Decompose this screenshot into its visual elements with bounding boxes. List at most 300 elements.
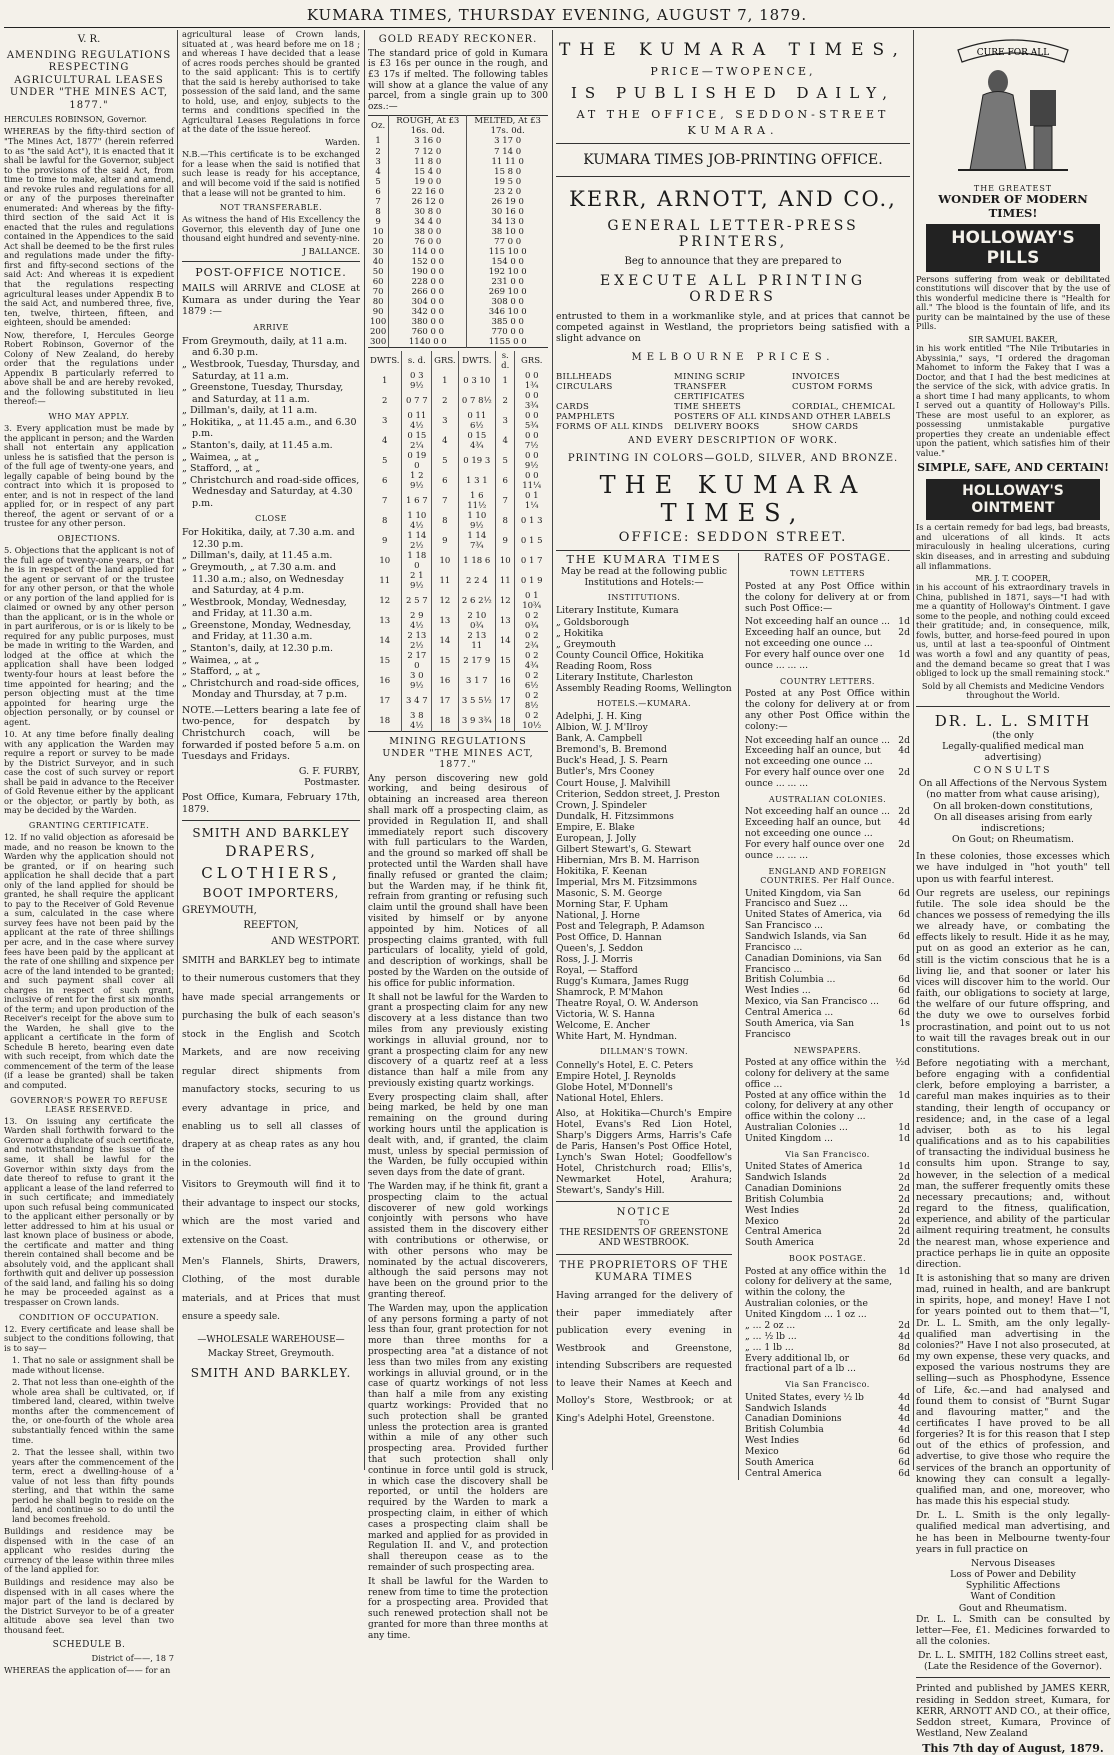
section-heading: MINING REGULATIONS UNDER "THE MINES ACT, 1877." — [382, 736, 534, 771]
column-rule — [552, 30, 553, 1470]
table-cell: 3 9 3¾ — [458, 711, 495, 732]
rate-row — [745, 1393, 910, 1404]
rate-value: 6d — [898, 996, 910, 1008]
table-cell: 70 — [368, 287, 389, 297]
table-cell: 5 — [368, 177, 389, 187]
paragraph: May be read at the following public Institutions and Hotels:— — [561, 565, 727, 588]
printing-item: AND OTHER LABELS — [792, 412, 891, 423]
rate-label: West Indies ... — [745, 985, 811, 997]
table-cell: 1 — [432, 371, 458, 391]
table-cell: 3 4 7 — [402, 691, 432, 711]
printing-item: TRANSFER CERTIFICATES — [674, 382, 745, 403]
table-cell: 192 10 0 — [488, 266, 527, 277]
every-description: AND EVERY DESCRIPTION OF WORK. — [628, 436, 838, 447]
hotel-item: National, J. Horne — [556, 909, 640, 921]
hotel-item: Welcome, E. Ancher — [556, 1020, 650, 1032]
rate-row — [745, 1332, 910, 1343]
table-cell: 16 — [368, 671, 402, 691]
table-cell: 0 15 4¾ — [458, 431, 495, 451]
table-cell: 0 11 6½ — [458, 411, 495, 431]
table-cell: 18 — [368, 711, 402, 732]
paragraph: 2. That the lessee shall, within two years after the commencement of the term, erect a dwelling-house of a value of not less than fifty pounds sterling, and that within the same period he shall begin to reside on the land, and continue so to do until the land becomes freehold. — [12, 1447, 174, 1524]
rate-value: 6d — [898, 974, 910, 986]
paragraph: In these colonies, those excesses which we have indulged in "hot youth" tell upon us with fearful interest. — [916, 851, 1110, 885]
table-cell: 60 — [368, 277, 389, 287]
table-row — [368, 571, 548, 591]
section-heading: HOTELS.—KUMARA. — [596, 698, 691, 708]
rate-label: Not exceeding half an ounce ... — [745, 616, 890, 628]
table-row — [368, 327, 548, 337]
rate-value: 1d — [898, 616, 910, 628]
rate-row — [745, 889, 910, 911]
pills-banner: HOLLOWAY'S PILLS — [926, 224, 1100, 272]
rate-value: 4d — [898, 745, 910, 757]
ad-title: SMITH AND BARKLEY — [192, 826, 350, 841]
paragraph: 12. If no valid objection as aforesaid be made, and no reason be known to the Warden why the application should not be granted, or if on hearing such application he shall decide that a part only of the land applied for should be granted, he shall require the applicant to pay to the Receiver of Gold Revenue a sum, calculated in the case where survey fees have not been paid by the applicant at the rate of three shillings per acre, and in the case where survey fees have been paid by the applicant at the rate of one shilling and sixpence per acre of the land intended to be granted; and such payment shall cover all charges in respect of such grant, inclusive of rent for the first six months of the term; and upon production of the Receiver's receipt for the above sum to the Warden, he shall give to the applicant a certificate in the form of Schedule B hereto, bearing even date with such receipt, from which date the commencement of the term of the lease (if a lease be granted) shall be taken and computed. — [4, 832, 174, 1090]
institution-item: Literary Institute, Charleston — [556, 671, 694, 683]
table-cell: 2 10 0¾ — [458, 611, 495, 631]
table-cell: 80 — [368, 297, 389, 307]
rate-row — [745, 840, 910, 862]
table-cell: 0 0 7½ — [524, 430, 539, 451]
section-heading: CONDITION OF OCCUPATION. — [18, 1312, 160, 1322]
rate-value: 2d — [898, 1172, 910, 1184]
table-cell: 7 — [432, 491, 458, 511]
table-cell: 5 — [368, 451, 402, 471]
rate-value: 6d — [898, 909, 910, 921]
rate-label: Central America — [745, 1226, 822, 1238]
rate-value: 4d — [898, 1391, 910, 1403]
paragraph: Our regrets are useless, our repinings futile. The sole idea should be the chances we possess of remedying the ills we already have, or combating the effects likely to result. Hide it as he may, put on as good an exterior as he can, still is the victim conscious that he is a living lie, and that sooner or later his vices will discover him to the world. Our faith, our obligations to society at large, the welfare of our future offspring, and the duty we owe to ourselves forbid procrastination, and point out to us not to wait till the ravages break out in our constitutions. — [916, 887, 1110, 1055]
table-cell: 0 2 4¾ — [524, 651, 539, 672]
rate-label: Central America ... — [745, 1006, 834, 1018]
table-cell: 269 10 0 — [488, 286, 527, 297]
table-cell: 11 8 0 — [389, 157, 467, 167]
paragraph: 10. At any time before finally dealing with any application the Warden may require a report or survey to be made by the District Surveyor, and in such case the cost of such survey or report shall be paid in advance to the Receiver of Gold Revenue either by the applicant or the objector, or partly by both, as may be decided by the Warden. — [4, 729, 174, 816]
table-row — [368, 511, 548, 531]
table-cell: 9 — [368, 217, 389, 227]
table-cell: 15 4 0 — [389, 167, 467, 177]
governor-line: HERCULES ROBINSON, Governor. — [4, 115, 147, 125]
table-row — [368, 217, 548, 227]
affection-item: On all broken-down constitutions, — [933, 800, 1093, 812]
rate-row — [745, 1134, 910, 1145]
table-row — [368, 237, 548, 247]
table-cell: 0 15 2¼ — [402, 431, 432, 451]
table-cell: 300 — [368, 337, 389, 348]
table-row — [368, 551, 548, 571]
rate-row — [745, 1058, 910, 1091]
paragraph: Dr. L. L. SMITH, 182 Collins street east, (Late the Residence of the Governor). — [918, 1650, 1108, 1673]
paragraph: N.B.—This certificate is to be exchanged for a lease when the said is notified that such lease is ready for his acceptance, and will become void if the said is notified that a lease will not be granted to him. — [182, 149, 360, 198]
section-heading: DILLMAN'S TOWN. — [599, 1047, 689, 1057]
reading-locations — [556, 553, 732, 1480]
table-cell: 0 2 10½ — [522, 711, 542, 732]
rate-label: Mexico — [745, 1445, 779, 1457]
section-heading: AUSTRALIAN COLONIES. — [768, 794, 887, 804]
hotel-item: Post Office, D. Hannan — [556, 931, 662, 943]
price-line: PRICE—TWOPENCE, — [650, 65, 816, 79]
rate-value: 4d — [898, 1402, 910, 1414]
table-cell: 7 14 0 — [494, 146, 522, 157]
mail-close-item: „ Westbrook, Monday, Wednesday, and Friday, at 11.30 a.m. — [182, 596, 347, 620]
rate-row — [745, 650, 910, 672]
table-cell: 13 — [496, 611, 515, 631]
table-cell: 8 — [432, 511, 458, 531]
column-rule — [177, 30, 178, 1470]
figure-pedestal — [1034, 126, 1052, 170]
table-header: DWTS. — [458, 351, 495, 371]
paragraph: Having arranged for the delivery of their paper immediately after publication every evening in Westbrook and Greenstone, intending Subscribers are requested to leave their Names at Keech and Molloy's Store, Westbrook; or at King's Adelphi Hotel, Greenstone. — [556, 1290, 732, 1424]
rate-value: 4d — [898, 1424, 910, 1436]
table-cell: 1140 0 0 — [389, 337, 467, 348]
doctor-name: DR. L. L. SMITH — [934, 711, 1092, 730]
table-cell: 1 6 11½ — [458, 491, 495, 511]
printing-item: POSTERS OF ALL KINDS — [674, 412, 791, 423]
table-row — [368, 371, 548, 391]
table-cell: 0 0 9½ — [524, 450, 539, 471]
table-cell: 760 0 0 — [389, 327, 467, 337]
rate-label: British Columbia — [745, 1193, 824, 1205]
rate-value: 6d — [898, 1467, 910, 1479]
table-cell: 2 17 0 — [402, 651, 432, 671]
table-cell: 13 — [368, 611, 402, 631]
paragraph: It shall not be lawful for the Warden to grant a prospecting claim for any new discovery at a less distance than two miles from any previously existing workings in alluvial ground, nor to grant a prospecting claim for any new discovery of a quartz reef at a less distance than half a mile from any previously existing quartz workings. — [368, 992, 548, 1089]
rate-label: West Indies — [745, 1204, 799, 1216]
ad-line: GREYMOUTH, — [182, 904, 257, 916]
table-cell: 1 10 4½ — [402, 511, 432, 531]
rate-value: 2d — [898, 806, 910, 818]
table-cell: 1 10 9½ — [458, 511, 495, 531]
mail-arrive-item: From Greymouth, daily, at 11 a.m. and 6.30 p.m. — [182, 335, 348, 359]
table-cell: 190 0 0 — [389, 267, 467, 277]
table-cell: 0 1 5 — [520, 536, 543, 547]
rate-row — [745, 1267, 910, 1321]
table-header: ROUGH, At £3 16s. 0d. — [389, 116, 467, 137]
rate-label: United Kingdom ... — [745, 1133, 833, 1145]
table-row — [368, 177, 548, 187]
table-cell: 3 17 0 — [494, 136, 522, 147]
paragraph: 2. That not less than one-eighth of the whole area shall be cultivated, or, if timbered land, cleared, within twelve months after the commencement of the, or one-fourth of the whole area substantially fenced within the same time. — [12, 1377, 174, 1445]
rate-label: Not exceeding half an ounce ... — [745, 734, 890, 746]
table-row — [368, 317, 548, 327]
rate-label: Sandwich Islands — [745, 1402, 827, 1414]
doctor-note: (the only — [992, 729, 1034, 741]
rate-value: 6d — [898, 887, 910, 899]
printing-item: CORDIAL, CHEMICAL — [792, 402, 895, 413]
printing-item: CARDS — [556, 402, 590, 413]
hotel-item: Ross, J. J. Morris — [556, 954, 633, 966]
rate-row — [745, 1091, 910, 1124]
hotel-item: Royal, — Stafford — [556, 965, 638, 977]
rate-row — [745, 910, 910, 932]
figure-head — [988, 70, 1008, 94]
rate-label: Canadian Dominions — [745, 1183, 842, 1195]
section-heading: COUNTRY LETTERS. — [780, 676, 875, 686]
rate-label: West Indies — [745, 1435, 799, 1447]
wonder-line: WONDER OF MODERN TIMES! — [938, 192, 1088, 220]
table-cell: 0 1 3 — [520, 516, 543, 527]
rate-value: 2d — [898, 1226, 910, 1238]
table-cell: 18 — [432, 711, 458, 732]
notice-residents: THE RESIDENTS OF GREENSTONE AND WESTBROOK. — [559, 1227, 729, 1249]
affection-item: On Gout; on Rheumatism. — [951, 834, 1075, 846]
table-cell: 38 0 0 — [389, 227, 467, 237]
paragraph: Dr. L. L. Smith can be consulted by letter—Fee, £1. Medicines forwarded to all the colonies. — [916, 1613, 1110, 1647]
table-cell: 8 — [496, 511, 515, 531]
table-cell: 380 0 0 — [389, 317, 467, 327]
paragraph: 5. Objections that the applicant is not of the full age of twenty-one years, or that he is in respect of the land applied for the agent or servant of or the trustee for any other person, or that the whole or any portion of the land applied for is claimed or owned by any other person than the applicant, or is in the whole or in part auriferous, or is or is likely to be required for any public purposes, must be made in writing to the Warden, and lodged at the office at which the application shall have been lodged twenty-four hours at least before the time appointed for hearing; and the person objecting must at the time appointed for hearing urge the objection personally, or by counsel or agent. — [4, 545, 174, 727]
table-cell: 228 0 0 — [389, 277, 467, 287]
paragraph: Before negotiating with a merchant, before engaging with a confidential clerk, before employing a barrister, a careful man makes inquiries as to their standing, their length of occupancy or residence; and, in the case of a legal adviser, both as to his legal qualifications and as to his capabilities of transacting the individual business he consults him upon. Strange to say, however, in the selection of a medical man, the sufferer frequently omits these necessary precautions; and, without regard to the fitness, qualification, experience, and ability of the particular ailment requiring treatment, he consults the nearest man, whose experience and practice perhaps lie in quite an opposite direction. — [916, 1058, 1110, 1270]
rate-label: United Kingdom, via San Francisco and Suez ... — [745, 887, 862, 910]
table-cell: 100 — [368, 317, 389, 327]
hotel-item: Empire, E. Blake — [556, 821, 635, 833]
paragraph: As witness the hand of His Excellency the Governor, this eleventh day of June one thousand eight hundred and seventy-nine. — [182, 214, 360, 244]
table-cell: 231 0 0 — [491, 276, 524, 287]
execute-line: EXECUTE ALL PRINTING ORDERS — [599, 272, 867, 306]
hotel-item: Queen's, J. Seddon — [556, 942, 644, 954]
rate-value: 1d — [898, 1161, 910, 1173]
mail-arrive-item: „ Westbrook, Tuesday, Thursday, and Saturday, at 11 a.m. — [182, 358, 360, 382]
ad-line: BOOT IMPORTERS, — [202, 886, 340, 901]
mail-close-item: „ Greymouth, „ at 7.30 a.m. and 11.30 a.m.; also, on Wednesday and Saturday, at 4 p.m. — [182, 561, 344, 597]
table-cell: 23 2 0 — [494, 186, 522, 197]
rate-label: Exceeding half an ounce, but not exceeding one ounce ... — [745, 627, 881, 650]
table-row — [368, 147, 548, 157]
rate-row — [745, 1206, 910, 1217]
paragraph: 13. On issuing any certificate the Warden shall forthwith forward to the Governor a duplicate of such certificate, and notwithstanding the issue of the same, it shall be lawful for the Governor within sixty days from the date thereof to refuse to grant it the applicant a lease of the land referred to in such certificate; and immediately upon such refusal being communicated to the applicant either personally or by letter addressed to him at his usual or last known place of business or abode, the certificate and matter and thing therein contained shall become and be absolutely void, and the applicant shall forthwith quit and deliver up possession of the said land, and failing his so doing he may be proceeded against as a trespasser on Crown lands. — [4, 1115, 174, 1307]
table-cell: 0 0 3¾ — [524, 390, 539, 411]
printing-item: FORMS OF ALL KINDS — [556, 422, 664, 433]
rate-row — [745, 1343, 910, 1354]
table-cell: 152 0 0 — [389, 257, 467, 267]
table-cell: 16 — [432, 671, 458, 691]
column-kumara-times — [556, 30, 910, 1479]
table-row — [368, 711, 548, 732]
hotel-item: Post and Telegraph, P. Adamson — [556, 920, 705, 932]
rate-label: Exceeding half an ounce, but not exceeding one ounce ... — [745, 817, 881, 840]
section-heading: RATES OF POSTAGE. — [763, 552, 892, 564]
table-cell: 4 — [368, 167, 389, 177]
dillman-hotel-item: Globe Hotel, M'Donnell's — [556, 1081, 673, 1093]
section-heading: GOVERNOR'S POWER TO REFUSE LEASE RESERVED. — [10, 1095, 168, 1114]
section-heading: THE KUMARA TIMES — [566, 552, 722, 566]
table-cell: 15 — [496, 651, 515, 671]
rate-value: 1d — [898, 1265, 910, 1277]
rate-row — [745, 1469, 910, 1480]
rate-value: 6d — [898, 1445, 910, 1457]
table-cell: 1 — [496, 371, 515, 391]
ad-line: CLOTHIERS, — [201, 863, 341, 882]
column-rule — [913, 30, 914, 1470]
hotel-item: Shamrock, P. M'Mahon — [556, 987, 664, 999]
rate-label: British Columbia ... — [745, 974, 836, 986]
table-cell: 34 13 0 — [491, 216, 524, 227]
paragraph: SMITH and BARKLEY beg to intimate to their numerous customers that they have made special arrangements or purchasing the bulk of each season's stock in the English and Scotch Markets, and are now receiving regular direct shipments from manufactory stocks, securing to us every advantage in price, and enabling us to sell all classes of drapery at as cheap rates as any hou in the colonies. — [182, 956, 360, 1169]
paper-title: THE KUMARA TIMES, — [559, 40, 907, 60]
table-row — [368, 287, 548, 297]
paper-title-large: THE KUMARA TIMES, — [599, 470, 867, 527]
table-cell: 18 — [496, 711, 515, 732]
paragraph: The standard price of gold in Kumara is £3 16s per ounce in the rough, and £3 17s if melted. The following tables will show at a glance the value of any parcel, from a single grain up to 300 ozs.:— — [368, 48, 548, 112]
table-row — [368, 257, 548, 267]
section-heading: NOT TRANSFERABLE. — [219, 203, 323, 213]
table-cell: 308 0 0 — [491, 296, 524, 307]
table-row — [368, 471, 548, 491]
ad-line: REEFTON, — [243, 920, 299, 932]
table-cell: 1 3 1 — [458, 471, 495, 491]
notice-proprietors: THE PROPRIETORS OF THE KUMARA TIMES — [559, 1260, 729, 1284]
printing-item: CIRCULARS — [556, 382, 613, 393]
table-cell: 0 1 10¾ — [522, 591, 542, 612]
rate-value: 6d — [898, 1435, 910, 1447]
masthead-rule — [4, 27, 1110, 28]
table-cell: 19 5 0 — [494, 176, 522, 187]
table-row — [368, 391, 548, 411]
paragraph: 12. Every certificate and lease shall be subject to the conditions following, that is to say— — [4, 1323, 174, 1353]
table-cell: 0 2 6½ — [524, 671, 539, 692]
paragraph: WHEREAS by the fifty-third section of "The Mines Act, 1877" (herein referred to as "the said Act"), it is enacted that it shall be lawful for the Governor, subject to the provisions of the said Act, from time to time to make, alter and amend, and revoke rules and regulations for all or any of the purposes thereinafter enumerated: And whereas by the fifty-third section of the said Act it is enacted that the rules and regulations contained in the Appendices to the said Act shall be deemed to be the first rules and regulations made under the fifty-first and fifty-second sections of the said Act: And whereas it is expedient that the regulations respecting agricultural leases under Appendix B to the said Act, and numbered three, five, ten, twelve, thirteen, fifteen, and eighteen, should be amended: — [4, 126, 174, 328]
rate-row — [745, 954, 910, 976]
dillman-hotel-item: Empire Hotel, J. Reynolds — [556, 1070, 676, 1082]
table-cell: 0 3 9½ — [402, 371, 432, 391]
section-heading: GRANTING CERTIFICATE. — [28, 820, 150, 830]
table-cell: 10 — [432, 551, 458, 571]
banner-text: CURE FOR ALL — [976, 48, 1050, 58]
paragraph: Persons suffering from weak or debilitated constitutions will discover that by the use of this wonderful medicine there is "Health for all." The blood is the fountain of life, and its purity can be maintained by the use of these Pills. — [916, 273, 1110, 332]
mail-arrive-item: „ Christchurch and road-side offices, Wednesday and Saturday, at 4.30 p.m. — [182, 474, 360, 509]
rate-label: Central America — [745, 1467, 822, 1479]
institution-item: Literary Institute, Kumara — [556, 605, 679, 617]
table-row — [368, 611, 548, 631]
table-cell: 0 7 7 — [402, 391, 432, 411]
condition-item: Nervous Diseases — [971, 1557, 1055, 1569]
paragraph: Buildings and residence may be dispensed with in the case of an applicant who resides during the currency of the lease within three miles of the land applied for. — [4, 1526, 174, 1575]
hotel-item: Bank, A. Campbell — [556, 733, 643, 745]
hotel-item: Theatre Royal, O. W. Anderson — [556, 998, 699, 1010]
condition-item: Want of Condition — [970, 1591, 1056, 1603]
rate-label: South America — [745, 1456, 815, 1468]
table-cell: 22 16 0 — [389, 187, 467, 197]
table-cell: 76 0 0 — [389, 237, 467, 247]
paragraph: Post Office, Kumara, February 17th, 1879. — [182, 791, 360, 815]
printer-trade: GENERAL LETTER-PRESS PRINTERS, — [607, 217, 859, 251]
rate-value: 2d — [898, 1319, 910, 1331]
hotel-item: Crown, J. Spindeler — [556, 799, 647, 811]
table-cell: 13 — [432, 611, 458, 631]
table-cell: 4 — [496, 431, 515, 451]
rate-value: 6d — [898, 930, 910, 942]
section-heading: SCHEDULE B. — [52, 1640, 126, 1651]
masthead: KUMARA TIMES, THURSDAY EVENING, AUGUST 7, 1879. — [306, 6, 808, 24]
printing-item: DELIVERY BOOKS — [674, 422, 760, 433]
rate-value: 2d — [898, 1237, 910, 1249]
testimonial-name: MR. J. T. COOPER, — [975, 574, 1051, 584]
paragraph: It is astonishing that so many are driven mad, ruined in health, and are bankrupt in spirits, hope, and money! Have I not for years pointed out to them that—"I, Dr. L. L. Smith, am the only legally-qualified man advertising in the colonies?" Have I not also prosecuted, at my own expense, these very quacks, and exposed the various nostrums they are selling—such as Phosphodyne, Essence of Life, &c.—and had analysed and found them to consist of "Burnt Sugar and flavouring matter," and the certificates I have proved to be all forgeries? It is for this reason that I step out of the ethics of profession, and advertise, to give those who require the services of the branch an opportunity of knowing they can consult a legally-qualified man, and one, moreover, who has made this his especial study. — [916, 1272, 1110, 1508]
table-cell: 7 — [368, 491, 402, 511]
table-cell: 8 — [368, 207, 389, 217]
mail-arrive-item: „ Hokitika, „ at 11.45 a.m., and 6.30 p.m. — [182, 416, 357, 440]
table-row — [368, 227, 548, 237]
dillman-hotel-item: National Hotel, Ehlers. — [556, 1092, 664, 1104]
table-cell: 8 — [368, 511, 402, 531]
section-heading: Via San Francisco. — [785, 1149, 870, 1159]
hotel-item: Morning Star, F. Upham — [556, 898, 669, 910]
table-row — [368, 671, 548, 691]
rate-label: Sandwich Islands — [745, 1172, 827, 1184]
rate-value: 1d — [898, 1122, 910, 1134]
institution-item: County Council Office, Hokitika — [556, 649, 704, 661]
table-cell: 50 — [368, 267, 389, 277]
table-cell: 6 — [432, 471, 458, 491]
table-cell: 5 — [432, 451, 458, 471]
rate-value: 2d — [898, 627, 910, 639]
table-cell: 7 — [496, 491, 515, 511]
job-printing-heading: KUMARA TIMES JOB-PRINTING OFFICE. — [583, 151, 883, 168]
rate-label: South America — [745, 1237, 815, 1249]
rate-row — [745, 1354, 910, 1376]
hotel-item: Gilbert Stewart's, G. Stewart — [556, 843, 692, 855]
table-row — [368, 167, 548, 177]
signature: J BALLANCE. — [302, 245, 360, 256]
table-cell: 3 — [368, 411, 402, 431]
mail-arrive-item: „ Stafford, „ at „ — [182, 463, 261, 475]
table-header: Oz. — [368, 116, 389, 137]
hotel-item: European, J. Jolly — [556, 832, 637, 844]
table-cell: 4 — [368, 431, 402, 451]
table-cell: 9 — [368, 531, 402, 551]
gold-table-ounces — [368, 115, 548, 347]
table-cell: 9 — [432, 531, 458, 551]
section-heading: ARRIVE — [253, 323, 289, 333]
table-row — [368, 491, 548, 511]
published-line: IS PUBLISHED DAILY, — [571, 84, 895, 103]
table-row — [368, 277, 548, 287]
hotel-item: Imperial, Mrs M. Fitzsimmons — [556, 876, 698, 888]
table-cell: 16 — [496, 671, 515, 691]
table-cell: 1 6 7 — [402, 491, 432, 511]
table-cell: 0 2 8½ — [524, 691, 539, 712]
table-row — [368, 136, 548, 146]
colors-line: PRINTING IN COLORS—GOLD, SILVER, AND BRONZE. — [567, 452, 899, 464]
table-cell: 1 18 6 — [458, 551, 495, 571]
table-cell: 11 — [432, 571, 458, 591]
table-cell: 10 — [368, 227, 389, 237]
table-cell: 0 1 1¼ — [524, 491, 539, 512]
table-cell: 15 — [432, 651, 458, 671]
table-row — [368, 631, 548, 651]
rate-label: Posted at any office within the colony, for delivery at any other office within the colony ... — [745, 1089, 894, 1123]
table-cell: 115 10 0 — [488, 246, 527, 257]
ad-line: —WHOLESALE WAREHOUSE— — [197, 1334, 345, 1345]
mail-arrive-item: „ Stanton's, daily, at 11.45 a.m. — [182, 440, 333, 451]
condition-item: Loss of Power and Debility — [950, 1569, 1076, 1581]
rate-label: „ ... 2 oz ... — [745, 1319, 796, 1331]
table-header: GRS. — [432, 351, 458, 371]
notice-to: TO — [638, 1219, 650, 1228]
table-cell: 12 — [368, 591, 402, 611]
table-cell: 20 — [368, 237, 389, 247]
town-line: KUMARA. — [687, 123, 779, 137]
printing-item: BILLHEADS — [556, 372, 612, 383]
table-cell: 0 1 9 — [520, 576, 543, 587]
table-cell: 304 0 0 — [389, 297, 467, 307]
rate-label: For every half ounce over one ounce ... ... ... — [745, 649, 885, 671]
section-heading: ENGLAND AND FOREIGN COUNTRIES. Per Half Ounce. — [760, 866, 895, 886]
paragraph: Every prospecting claim shall, after being marked, be held by one man remaining on the ground during working hours until the application is dealt with, and, if granted, the claim must, unless by special permission of the Warden, be fully occupied within seven days from the date of grant. — [368, 1092, 548, 1179]
table-cell: 0 11 4½ — [402, 411, 432, 431]
